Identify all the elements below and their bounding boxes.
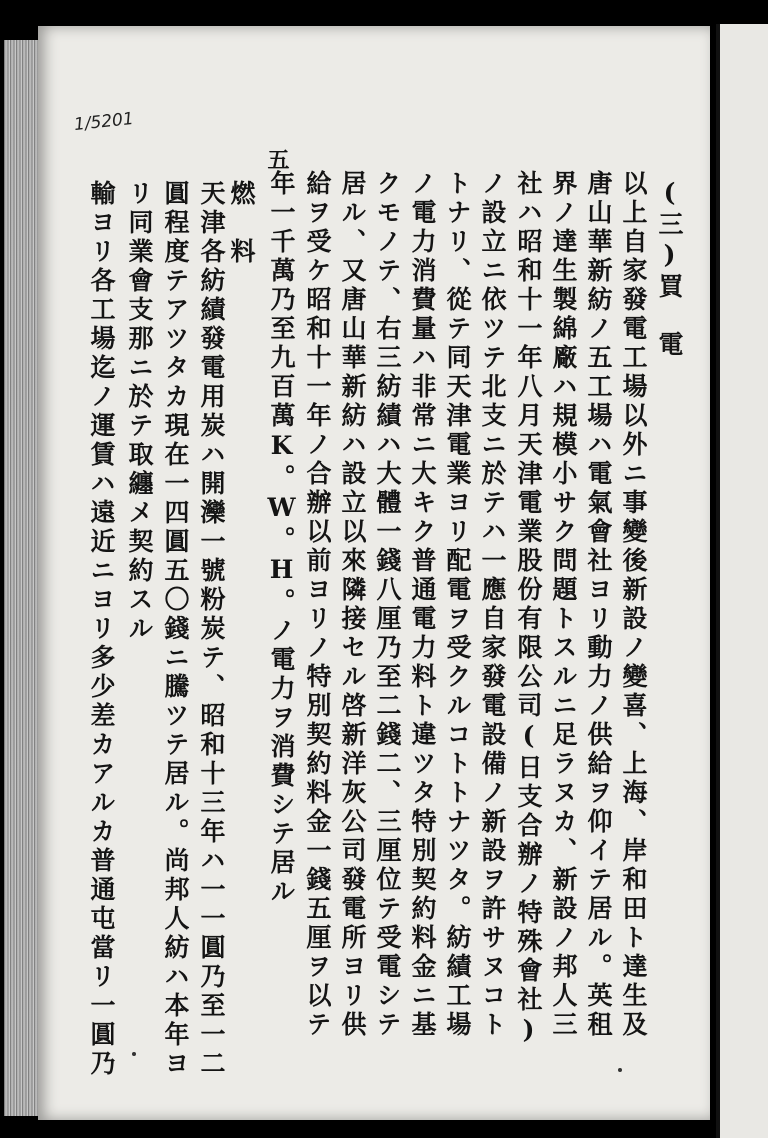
- text-column: 天津各紡績發電用炭ハ開灤一號粉炭テ、昭和十三年ハ一一圓乃至一二: [197, 180, 226, 1079]
- text-column: トナリ、從テ同天津電業ヨリ配電ヲ受クルコトトナツタ。紡績工場: [443, 170, 472, 1040]
- ink-speck: [618, 1068, 622, 1072]
- text-column: 界ノ達生製綿廠ハ規模小サク問題トスルニ足ラヌカ、新設ノ邦人三: [549, 170, 578, 1040]
- text-column: 唐山華新紡ノ五工場ハ電氣會社ヨリ動力ノ供給ヲ仰イテ居ル。英租: [584, 170, 613, 1040]
- text-column: 社ハ昭和十一年八月天津電業股份有限公司(日支合辦ノ特殊會社): [514, 170, 543, 1048]
- handwritten-note: 1/5201: [73, 108, 135, 136]
- ink-speck: [132, 1052, 136, 1056]
- text-column: リ同業會支那ニ於テ取纏メ契約スル: [125, 180, 154, 644]
- heading-kaiden: (三)買 電: [655, 178, 684, 360]
- text-column: ノ電力消費量ハ非常ニ大キク普通電力料ト違ツタ特別契約料金ニ基: [408, 170, 437, 1040]
- text-column: 以上自家發電工場以外ニ事變後新設ノ變喜、上海、岸和田ト達生及: [619, 170, 648, 1040]
- text-column: クモノテ、右三紡績ハ大體一錢八厘乃至二錢二、三厘位テ受電シテ: [373, 170, 402, 1040]
- heading-fuel: 燃 料: [227, 180, 256, 267]
- text-column: ノ設立ニ依ツテ北支ニ於テハ一應自家發電設備ノ新設ヲ許サヌコト: [478, 170, 507, 1040]
- text-column: 給ヲ受ケ昭和十一年ノ合辦以前ヨリノ特別契約料金一錢五厘ヲ以テ: [303, 170, 332, 1040]
- text-column: 圓程度テアツタカ現在一四圓五〇錢ニ騰ツテ居ル。尚邦人紡ハ本年ヨ: [161, 180, 190, 1079]
- text-column: 年一千萬乃至九百萬K。W。H。ノ電力ヲ消費シテ居ル: [267, 170, 296, 907]
- section-number: 五: [264, 148, 290, 170]
- next-page-edge: [716, 24, 768, 1138]
- text-column: 居ル、又唐山華新紡ハ設立以來隣接セル啓新洋灰公司發電所ヨリ供: [338, 170, 367, 1040]
- text-column: 輸ヨリ各工場迄ノ運賃ハ遠近ニヨリ多少差カアルカ普通屯當リ一圓乃: [87, 180, 116, 1079]
